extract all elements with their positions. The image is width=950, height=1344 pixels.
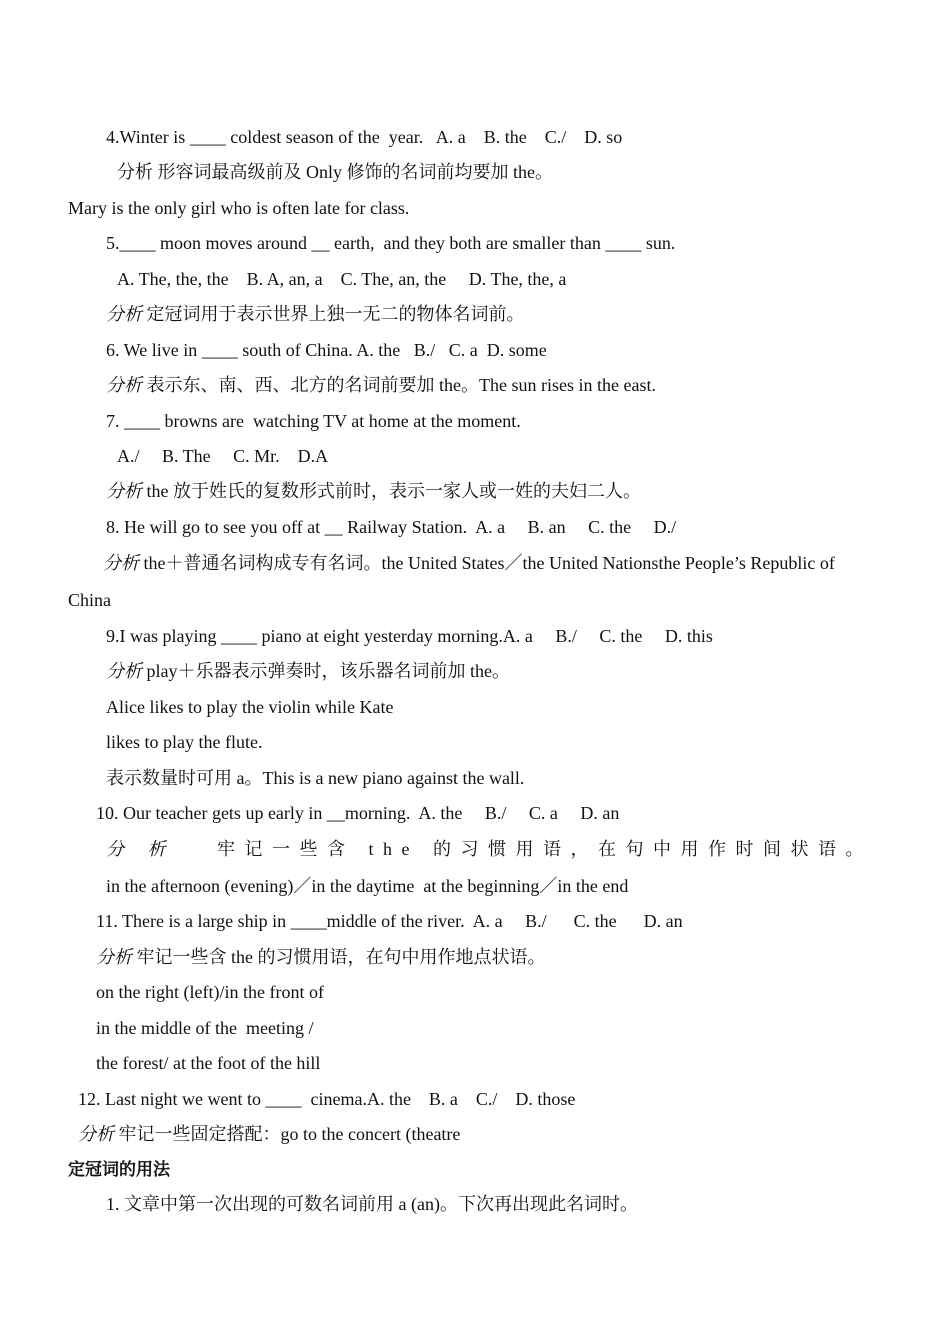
question-10: 10. Our teacher gets up early in __morning. A. the B./ C. a D. an	[96, 803, 620, 823]
analysis-label: 分析	[78, 1124, 114, 1144]
rule-1: 1. 文章中第一次出现的可数名词前用 a (an)。下次再出现此名词时。	[106, 1194, 638, 1214]
question-7: 7. ____ browns are watching TV at home at the moment.	[106, 411, 521, 431]
analysis-label: 分析	[106, 481, 142, 501]
example-9a: Alice likes to play the violin while Kate	[106, 697, 394, 717]
section-heading: 定冠词的用法	[68, 1160, 170, 1180]
example-9b: likes to play the flute.	[106, 732, 263, 752]
example-11c: the forest/ at the foot of the hill	[96, 1053, 321, 1073]
question-12: 12. Last night we went to ____ cinema.A. the B. a C./ D. those	[78, 1089, 576, 1109]
question-6: 6. We live in ____ south of China. A. the B./ C. a D. some	[106, 340, 547, 360]
question-9: 9.I was playing ____ piano at eight yesterday morning.A. a B./ C. the D. this	[106, 626, 713, 646]
analysis-label: 分析	[106, 304, 142, 324]
question-5: 5.____ moon moves around __ earth, and they both are smaller than ____ sun.	[106, 233, 676, 253]
analysis-label: 分析	[96, 947, 132, 967]
analysis-11: 分析 牢记一些含 the 的习惯用语，在句中用作地点状语。	[96, 947, 546, 967]
example-9c: 表示数量时可用 a。This is a new piano against the wall.	[106, 768, 525, 788]
analysis-4: 分析 形容词最高级前及 Only 修饰的名词前均要加 the。	[117, 162, 553, 182]
analysis-label: 分析	[106, 661, 142, 681]
analysis-9: 分析 play＋乐器表示弹奏时，该乐器名词前加 the。	[106, 661, 510, 681]
analysis-label: 分 析	[106, 839, 175, 859]
example-11a: on the right (left)/in the front of	[96, 982, 324, 1002]
analysis-5: 分析 定冠词用于表示世界上独一无二的物体名词前。	[106, 304, 525, 324]
question-8: 8. He will go to see you off at __ Railway Station. A. a B. an C. the D./	[106, 517, 677, 537]
analysis-8-continued: China	[68, 590, 111, 610]
options-5: A. The, the, the B. A, an, a C. The, an, the D. The, the, a	[117, 269, 567, 289]
analysis-12: 分析 牢记一些固定搭配：go to the concert (theatre	[78, 1124, 461, 1144]
analysis-label: 分析	[117, 162, 153, 182]
analysis-7: 分析 the 放于姓氏的复数形式前时，表示一家人或一姓的夫妇二人。	[106, 481, 641, 501]
analysis-8: 分析 the＋普通名词构成专有名词。the United States／the United Nationsthe People’s Republic of	[103, 553, 835, 573]
question-4: 4.Winter is ____ coldest season of the year. A. a B. the C./ D. so	[106, 127, 623, 147]
example-10: in the afternoon (evening)／in the daytime at the beginning／in the end	[106, 876, 629, 896]
analysis-label: 分析	[106, 375, 142, 395]
analysis-10: 分 析 牢记一些含 the 的习惯用语，在句中用作时间状语。	[106, 839, 873, 859]
example-4: Mary is the only girl who is often late for class.	[68, 198, 410, 218]
question-11: 11. There is a large ship in ____middle of the river. A. a B./ C. the D. an	[96, 911, 683, 931]
example-11b: in the middle of the meeting /	[96, 1018, 314, 1038]
analysis-6: 分析 表示东、南、西、北方的名词前要加 the。The sun rises in the east.	[106, 375, 656, 395]
analysis-label: 分析	[103, 553, 139, 573]
options-7: A./ B. The C. Mr. D.A	[117, 446, 329, 466]
